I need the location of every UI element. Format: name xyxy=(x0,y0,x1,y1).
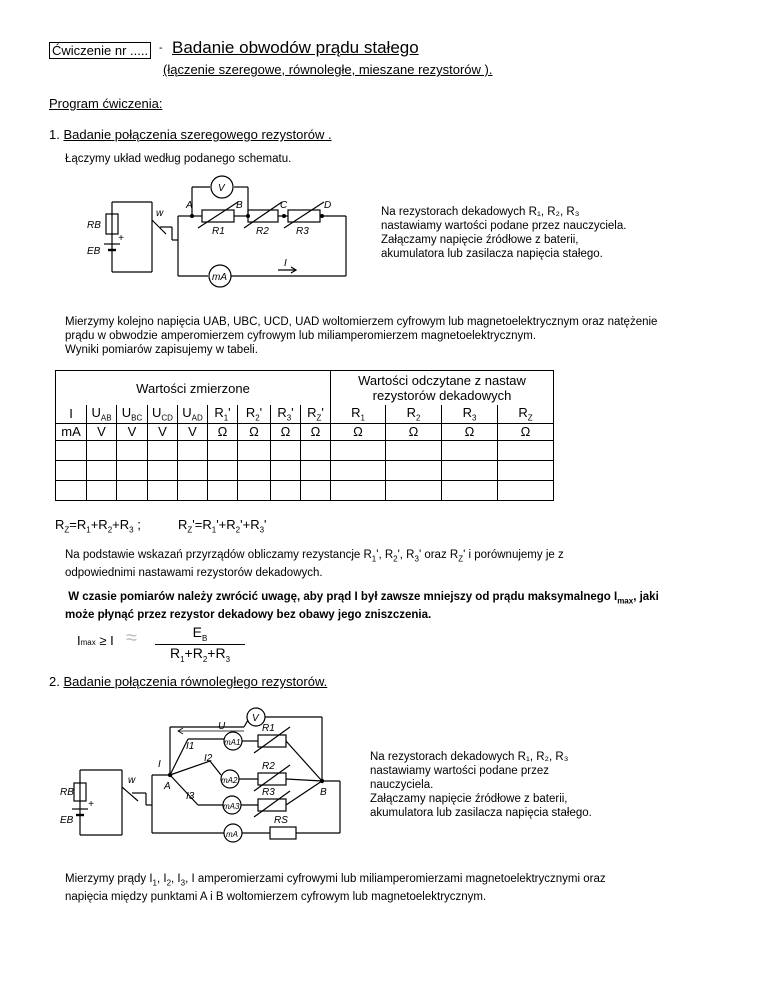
section2-number: 2. xyxy=(49,674,60,689)
col-r1p: $R_1'$ xyxy=(208,405,238,423)
label-r2: R2 xyxy=(262,761,275,772)
label-w: w xyxy=(156,208,164,219)
warning-line: może płynąć przez rezystor dekadowy bez obawy jego zniszczenia. xyxy=(65,609,432,622)
label-ma3: mA3 xyxy=(223,802,240,811)
section1-heading xyxy=(49,127,332,142)
group2-line2: rezystorów dekadowych xyxy=(372,388,512,403)
col-rz: $R_Z$ xyxy=(498,405,554,423)
section2-measure-text xyxy=(65,872,755,904)
unit-cell: V xyxy=(117,423,148,440)
series-circuit-diagram xyxy=(82,172,354,290)
fraction-denominator: $R_1+R_2+R_3$ xyxy=(169,644,231,664)
label-rb: RB xyxy=(60,787,74,798)
section1-warning-text xyxy=(65,590,755,622)
section2-heading xyxy=(49,674,327,689)
section1-measure-text xyxy=(65,315,755,357)
unit-cell: mA xyxy=(56,423,87,440)
table-row xyxy=(56,440,554,460)
note-line: Na rezystorach dekadowych R₁, R₂, R₃ xyxy=(381,206,580,218)
label-d: D xyxy=(324,200,332,211)
group-header-decade xyxy=(331,371,554,406)
approx-sign: ≈ xyxy=(126,627,137,649)
unit-cell: Ω xyxy=(208,423,238,440)
unit-cell: Ω xyxy=(386,423,442,440)
group-header-measured: Wartości zmierzone xyxy=(56,371,331,406)
unit-cell: Ω xyxy=(331,423,386,440)
col-i: I xyxy=(56,405,87,423)
label-u: U xyxy=(218,721,226,732)
label-r1: R1 xyxy=(212,226,225,237)
col-uad: $U_{AD}$ xyxy=(178,405,208,423)
col-ubc: $U_{BC}$ xyxy=(117,405,148,423)
note-line: nastawiamy wartości podane przez xyxy=(370,765,549,777)
imax-fraction xyxy=(155,624,245,664)
col-uab: $U_{AB}$ xyxy=(87,405,117,423)
label-v: V xyxy=(252,713,259,724)
page-title: Badanie obwodów prądu stałego xyxy=(172,38,419,57)
page-subtitle: (łączenie szeregowe, równoległe, mieszane rezystorów ). xyxy=(163,62,493,77)
label-b: B xyxy=(236,200,243,211)
measure-line: Mierzymy kolejno napięcia UAB, UBC, UCD, UAD woltomierzem cyfrowym lub magnetoelektrycznym oraz natężenie xyxy=(65,316,658,328)
compare-line: odpowiednimi nastawami rezystorów dekadowych. xyxy=(65,567,323,580)
header-dash: - xyxy=(159,42,163,54)
col-r2p: $R_2'$ xyxy=(238,405,271,423)
label-rs: RS xyxy=(274,815,288,826)
measure-line: napięcia między punktami A i B woltomierzem cyfrowym lub magnetoelektrycznym. xyxy=(65,891,487,904)
label-plus: + xyxy=(88,799,94,810)
section1-compare-text xyxy=(65,548,755,580)
unit-cell: Ω xyxy=(271,423,301,440)
col-r1: $R_1$ xyxy=(331,405,386,423)
section1-number: 1. xyxy=(49,127,60,142)
label-r1: R1 xyxy=(262,723,275,734)
label-eb: EB xyxy=(87,246,101,257)
program-heading: Program ćwiczenia: xyxy=(49,96,163,111)
table-units-row xyxy=(56,423,554,440)
exercise-header xyxy=(49,43,151,58)
col-rzp: $R_Z'$ xyxy=(301,405,331,423)
formula-rz-prime: $R_Z'=R_1'+R_2'+R_3'$ xyxy=(178,517,267,535)
note-line: akumulatora lub zasilacza napięcia stałego. xyxy=(381,248,603,260)
exercise-number-box: Ćwiczenie nr ..... xyxy=(49,42,151,59)
label-b: B xyxy=(320,787,327,798)
fraction-numerator: $E_B$ xyxy=(155,624,245,645)
label-rb: RB xyxy=(87,220,101,231)
note-line: Załączamy napięcie źródłowe z baterii, xyxy=(370,793,568,805)
unit-cell: Ω xyxy=(238,423,271,440)
results-table xyxy=(55,370,554,501)
label-i1: I1 xyxy=(186,741,195,752)
section1-intro: Łączymy układ według podanego schematu. xyxy=(65,153,292,165)
table-header-row xyxy=(56,405,554,423)
unit-cell: V xyxy=(87,423,117,440)
measure-line: Wyniki pomiarów zapisujemy w tabeli. xyxy=(65,344,258,356)
note-line: Na rezystorach dekadowych R₁, R₂, R₃ xyxy=(370,751,569,763)
section1-note xyxy=(381,205,626,261)
unit-cell: Ω xyxy=(498,423,554,440)
note-line: nauczyciela. xyxy=(370,779,434,791)
unit-cell: V xyxy=(148,423,178,440)
imax-formula-lhs: Imax ≥ I xyxy=(77,633,114,648)
unit-cell: V xyxy=(178,423,208,440)
col-ucd: $U_{CD}$ xyxy=(148,405,178,423)
warning-line: W czasie pomiarów należy zwrócić uwagę, aby prąd I był zawsze mniejszy od prądu maksymalnego $I_{max}$, jaki xyxy=(65,591,659,606)
label-c: C xyxy=(280,200,288,211)
label-a: A xyxy=(164,781,171,792)
label-ma: mA xyxy=(226,830,238,839)
label-i3: I3 xyxy=(186,791,195,802)
unit-cell: Ω xyxy=(301,423,331,440)
compare-line: Na podstawie wskazań przyrządów obliczamy rezystancje $R_1'$, $R_2'$, $R_3'$ oraz $R_Z'$ i porównujemy je z xyxy=(65,549,564,564)
label-ma1: mA1 xyxy=(224,738,241,747)
measure-line: prądu w obwodzie amperomierzem cyfrowym lub miliamperomierzem magnetoelektrycznym. xyxy=(65,330,537,342)
label-r3: R3 xyxy=(262,787,275,798)
section1-title: Badanie połączenia szeregowego rezystorów . xyxy=(63,127,332,142)
col-r3: $R_3$ xyxy=(442,405,498,423)
parallel-circuit-diagram xyxy=(58,705,358,855)
measure-line: Mierzymy prądy $I_1$, $I_2$, $I_3$, I amperomierzami cyfrowymi lub miliamperomierzami magnetoelektrycznymi oraz xyxy=(65,873,606,888)
label-ma2: mA2 xyxy=(221,776,238,785)
formula-rz: $R_Z=R_1+R_2+R_3$ ; xyxy=(55,517,141,535)
label-v: V xyxy=(218,183,225,194)
group2-line1: Wartości odczytane z nastaw xyxy=(358,373,526,388)
label-i: I xyxy=(158,759,161,770)
label-w: w xyxy=(128,775,136,786)
table-row xyxy=(56,480,554,500)
col-r3p: $R_3'$ xyxy=(271,405,301,423)
col-r2: $R_2$ xyxy=(386,405,442,423)
section2-note xyxy=(370,750,592,820)
label-eb: EB xyxy=(60,815,74,826)
label-r2: R2 xyxy=(256,226,269,237)
table-row xyxy=(56,460,554,480)
section2-title: Badanie połączenia równoległego rezystorów. xyxy=(63,674,328,689)
unit-cell: Ω xyxy=(442,423,498,440)
note-line: Załączamy napięcie źródłowe z baterii, xyxy=(381,234,579,246)
note-line: akumulatora lub zasilacza napięcia stałego. xyxy=(370,807,592,819)
label-ma: mA xyxy=(212,272,227,283)
label-a: A xyxy=(186,200,193,211)
label-plus: + xyxy=(118,233,124,244)
label-i2: I2 xyxy=(204,753,213,764)
label-r3: R3 xyxy=(296,226,309,237)
label-i: I xyxy=(284,258,287,269)
note-line: nastawiamy wartości podane przez nauczyciela. xyxy=(381,220,627,232)
